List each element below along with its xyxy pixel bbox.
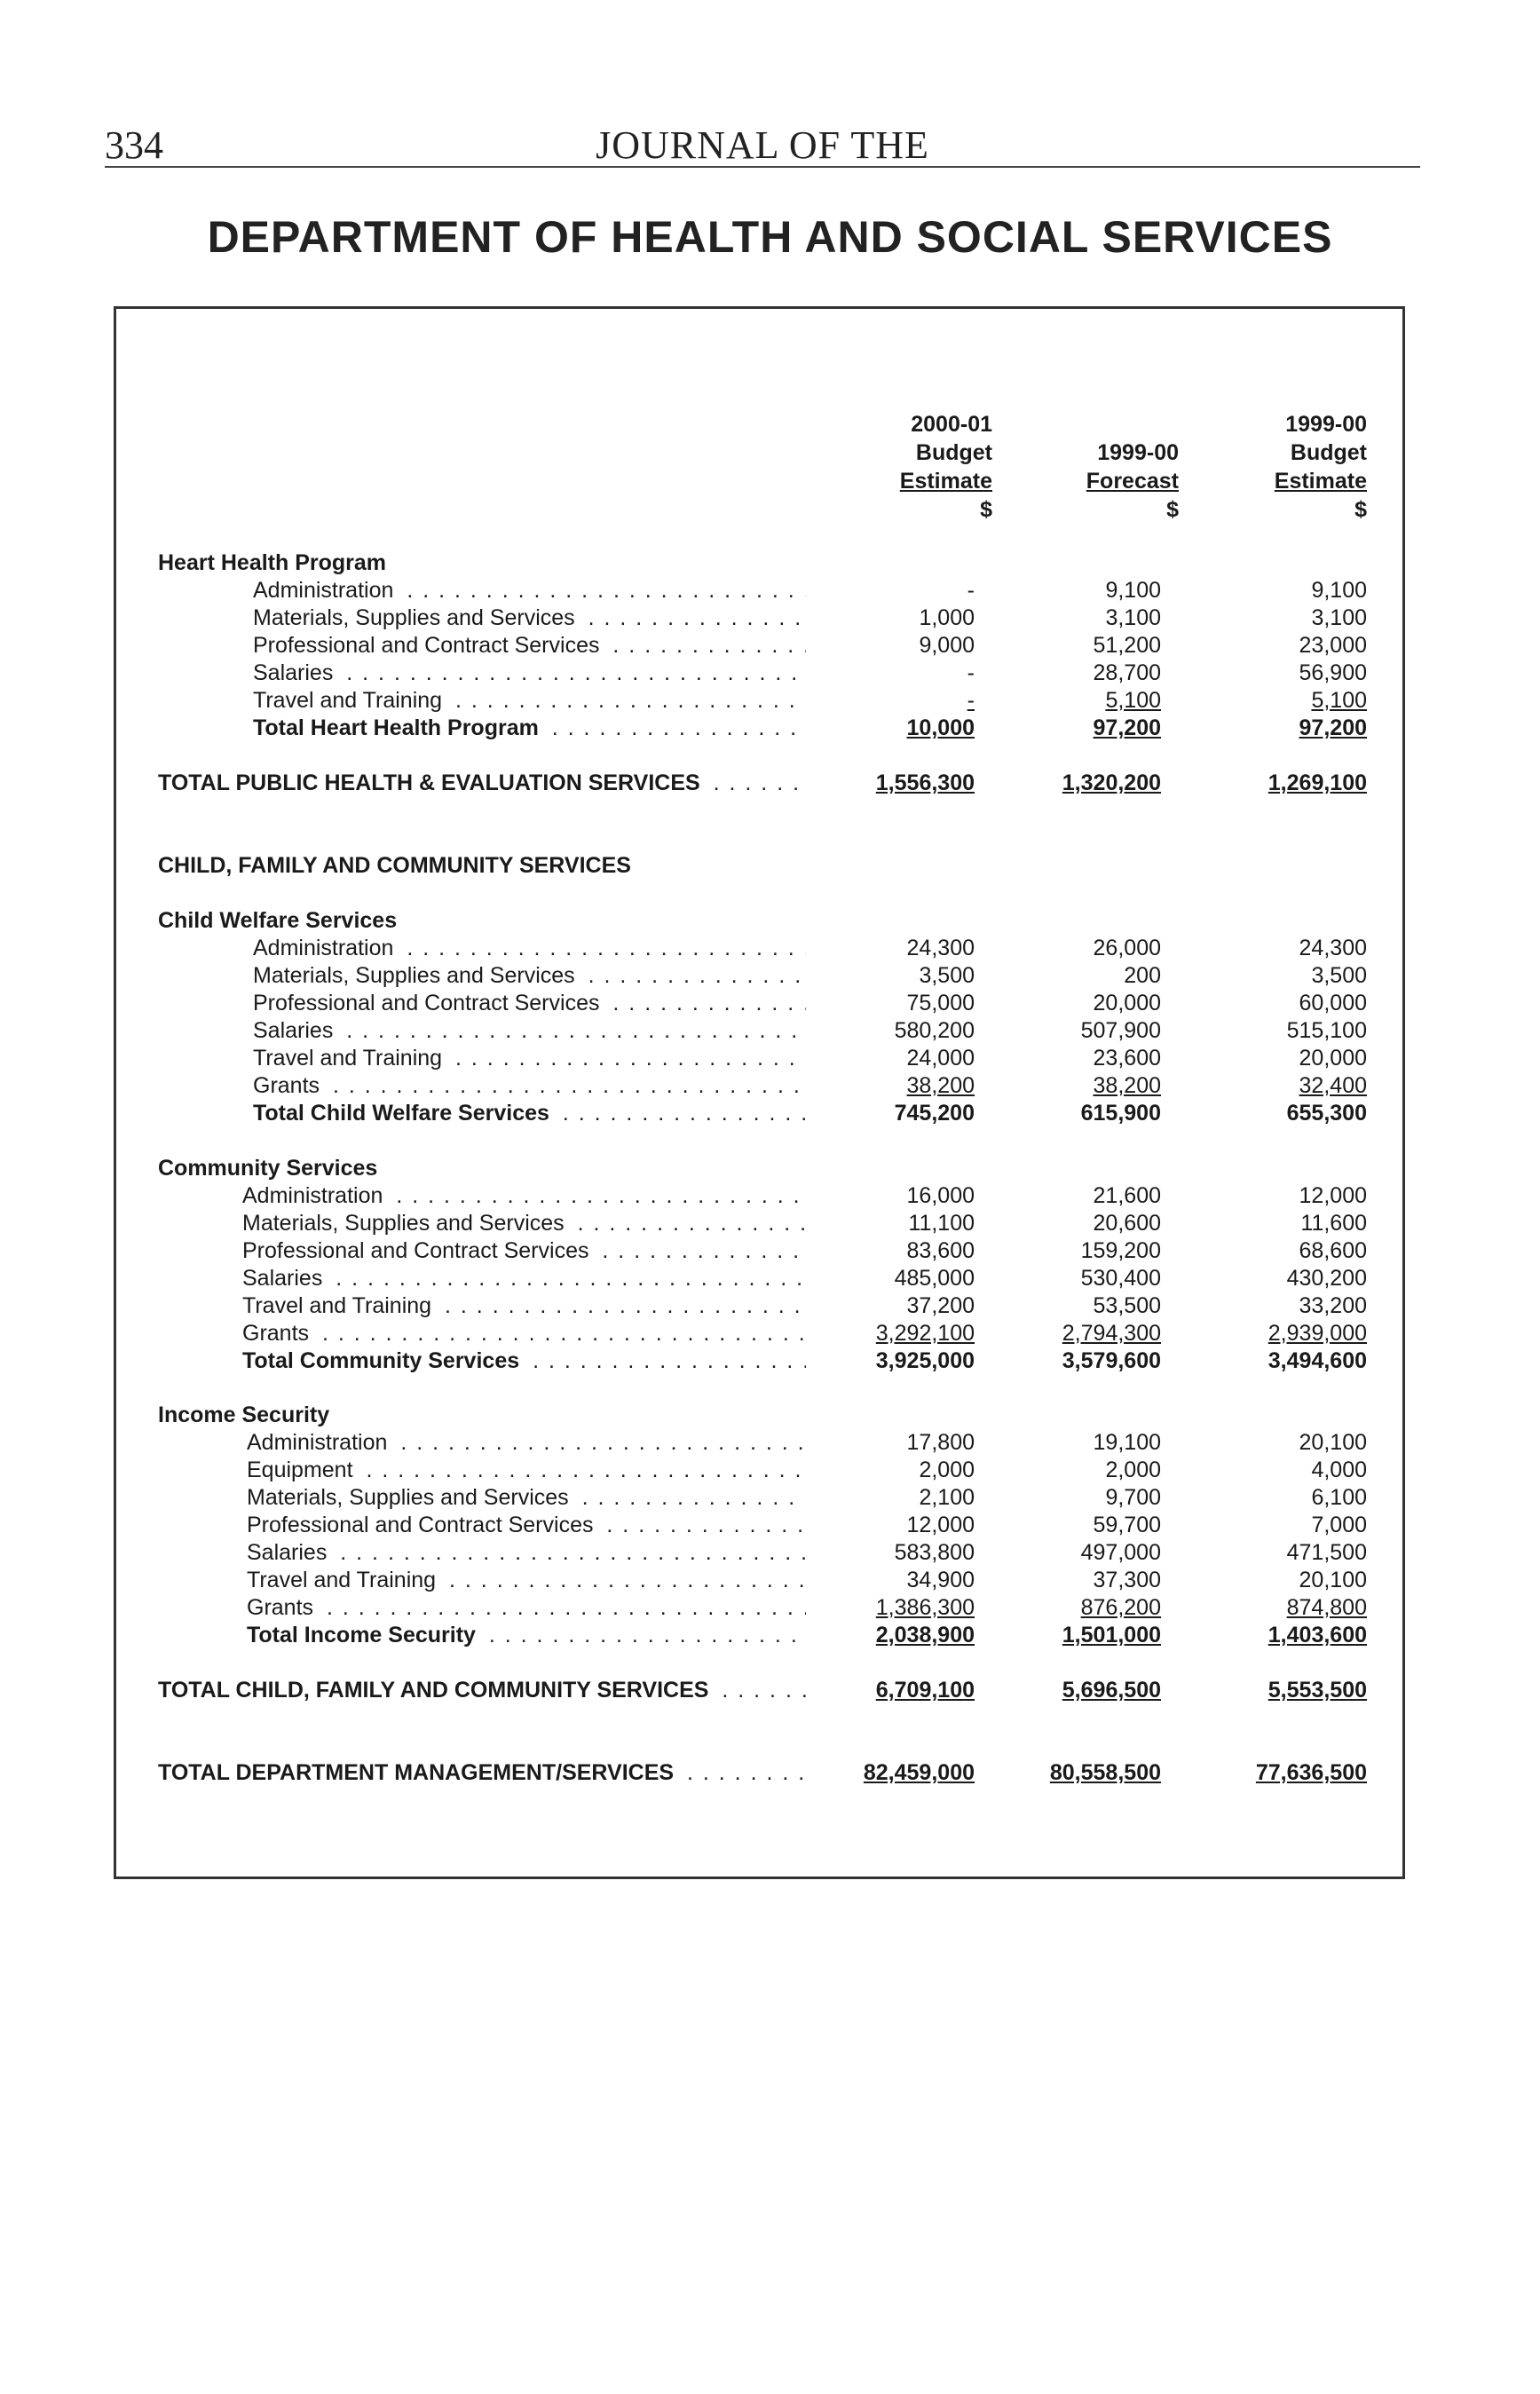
column-header-line: Budget [915, 440, 992, 465]
row-label [242, 1293, 806, 1319]
value-cell: 97,200 [1299, 715, 1367, 740]
row-label-text: Materials, Supplies and Services [247, 1485, 574, 1510]
total-row [158, 1678, 1367, 1705]
value-cell: 11,100 [908, 1211, 975, 1236]
section-heading [158, 550, 1367, 578]
value-cell: 5,553,500 [1268, 1678, 1367, 1703]
section-heading [158, 1402, 1367, 1430]
section-heading [158, 853, 1367, 881]
table-row [158, 1046, 1367, 1073]
row-label [247, 1568, 806, 1593]
value-cell: 3,925,000 [875, 1348, 975, 1373]
column-header-line: Estimate [1274, 469, 1367, 494]
row-label [158, 770, 806, 796]
row-label-text: Income Security [158, 1402, 335, 1427]
table-row [158, 963, 1367, 991]
table-row [158, 1485, 1367, 1513]
value-cell: 4,000 [1311, 1458, 1367, 1482]
row-label-text: Grants [247, 1595, 319, 1620]
row-label [158, 550, 806, 576]
table-row [158, 605, 1367, 633]
row-label-text: Salaries [253, 1018, 338, 1043]
table-row [158, 1513, 1367, 1540]
value-cell: 20,100 [1299, 1568, 1367, 1592]
row-label-text: Salaries [247, 1540, 332, 1565]
row-label [242, 1348, 806, 1374]
value-cell: 32,400 [1299, 1073, 1367, 1098]
row-label [247, 1540, 806, 1566]
value-cell: 20,600 [1093, 1211, 1161, 1236]
value-cell: 497,000 [1080, 1540, 1161, 1565]
value-cell: 5,696,500 [1062, 1678, 1161, 1703]
row-label [253, 605, 806, 631]
row-label-text: Professional and Contract Services [253, 991, 604, 1015]
value-cell: 33,200 [1299, 1293, 1367, 1318]
table-row [158, 1458, 1367, 1485]
value-cell: 82,459,000 [863, 1760, 975, 1785]
table-row [158, 1321, 1367, 1348]
value-cell: 23,000 [1299, 633, 1367, 658]
total-row [158, 1760, 1367, 1788]
table-row [158, 1266, 1367, 1293]
value-cell: 12,000 [1299, 1183, 1367, 1208]
row-label-text: Travel and Training [247, 1568, 441, 1592]
table-row [158, 991, 1367, 1018]
running-head [105, 114, 1420, 167]
table-row [158, 660, 1367, 688]
value-cell: 2,038,900 [875, 1623, 975, 1647]
row-label [158, 1402, 806, 1428]
value-cell: - [967, 660, 975, 685]
row-label-text: Total Income Security [247, 1623, 481, 1647]
value-cell: 3,100 [1311, 605, 1367, 630]
value-cell: 1,501,000 [1062, 1623, 1161, 1647]
value-cell: 515,100 [1286, 1018, 1367, 1043]
row-label [242, 1321, 806, 1347]
value-cell: 1,386,300 [875, 1595, 975, 1620]
value-cell: 2,000 [1105, 1458, 1161, 1482]
row-label [158, 1678, 806, 1703]
row-label-text: Administration [253, 936, 399, 960]
value-cell: 580,200 [894, 1018, 975, 1043]
value-cell: 77,636,500 [1255, 1760, 1367, 1785]
value-cell: 745,200 [894, 1101, 975, 1126]
row-label-text: Community Services [158, 1156, 383, 1181]
value-cell: 24,300 [906, 936, 975, 960]
value-cell: 615,900 [1080, 1101, 1161, 1126]
column-header-currency: $ [1354, 497, 1367, 522]
value-cell: 3,494,600 [1268, 1348, 1367, 1373]
row-label [242, 1211, 806, 1237]
value-cell: 12,000 [906, 1513, 975, 1537]
value-cell: 3,100 [1105, 605, 1161, 630]
row-label-text: Total Community Services [242, 1348, 525, 1373]
row-label [253, 633, 806, 659]
row-label-text: Materials, Supplies and Services [242, 1211, 570, 1236]
page-number: 334 [105, 123, 163, 167]
value-cell: 9,700 [1105, 1485, 1161, 1510]
table-row [158, 688, 1367, 715]
table-row [158, 1238, 1367, 1266]
value-cell: 5,100 [1105, 688, 1161, 713]
row-label-text: Salaries [253, 660, 338, 685]
value-cell: 3,292,100 [875, 1321, 975, 1346]
value-cell: 24,300 [1299, 936, 1367, 960]
value-cell: 17,800 [906, 1430, 975, 1455]
value-cell: 3,500 [919, 963, 975, 988]
row-label [253, 1101, 806, 1126]
value-cell: 23,600 [1093, 1046, 1161, 1071]
row-label-text: Professional and Contract Services [242, 1238, 594, 1263]
value-cell: 59,700 [1093, 1513, 1161, 1537]
table-row [158, 1540, 1367, 1568]
value-cell: 2,100 [919, 1485, 975, 1510]
row-label-text: Materials, Supplies and Services [253, 963, 580, 988]
section-heading [158, 908, 1367, 936]
row-label-text: Grants [242, 1321, 314, 1346]
value-cell: 28,700 [1093, 660, 1161, 685]
value-cell: 20,100 [1299, 1430, 1367, 1455]
value-cell: 51,200 [1093, 633, 1161, 658]
value-cell: - [967, 688, 975, 713]
row-label [253, 1018, 806, 1044]
row-label-text: Equipment [247, 1458, 359, 1482]
row-label [242, 1238, 806, 1264]
column-header-currency: $ [980, 497, 992, 522]
row-label [158, 908, 806, 934]
value-cell: 20,000 [1299, 1046, 1367, 1071]
row-label-text: Heart Health Program [158, 550, 391, 575]
value-cell: 6,100 [1311, 1485, 1367, 1510]
value-cell: 1,556,300 [875, 770, 975, 795]
table-row [158, 1211, 1367, 1238]
row-label-text: TOTAL CHILD, FAMILY AND COMMUNITY SERVICES [158, 1678, 714, 1703]
row-label-text: Travel and Training [242, 1293, 437, 1318]
row-label [253, 1073, 806, 1099]
value-cell: 34,900 [906, 1568, 975, 1592]
total-row [158, 770, 1367, 798]
column-header-line: Budget [1290, 440, 1367, 465]
value-cell: 9,100 [1311, 578, 1367, 603]
value-cell: 75,000 [906, 991, 975, 1015]
value-cell: 3,500 [1311, 963, 1367, 988]
value-cell: 2,000 [919, 1458, 975, 1482]
table-row [158, 578, 1367, 605]
value-cell: 583,800 [894, 1540, 975, 1565]
value-cell: 20,000 [1093, 991, 1161, 1015]
row-label [158, 1156, 806, 1181]
table-row [158, 1018, 1367, 1046]
row-label [247, 1595, 806, 1621]
value-cell: 9,000 [919, 633, 975, 658]
table-row [158, 633, 1367, 660]
row-label-text: Travel and Training [253, 1046, 447, 1071]
row-label-text: Professional and Contract Services [247, 1513, 598, 1537]
value-cell: 9,100 [1105, 578, 1161, 603]
row-label [247, 1485, 806, 1511]
value-cell: 21,600 [1093, 1183, 1161, 1208]
value-cell: - [967, 578, 975, 603]
value-cell: 83,600 [906, 1238, 975, 1263]
row-label [253, 963, 806, 989]
row-label [247, 1623, 806, 1648]
row-label-text: Total Child Welfare Services [253, 1101, 555, 1126]
value-cell: 507,900 [1080, 1018, 1161, 1043]
value-cell: 5,100 [1311, 688, 1367, 713]
row-label [247, 1430, 806, 1456]
row-label [242, 1266, 806, 1292]
value-cell: 2,939,000 [1268, 1321, 1367, 1346]
row-label-text: TOTAL PUBLIC HEALTH & EVALUATION SERVICES [158, 770, 706, 795]
row-label-text: Administration [247, 1430, 392, 1455]
column-header-line: Estimate [899, 469, 992, 494]
total-row [158, 1623, 1367, 1650]
row-label-text: Professional and Contract Services [253, 633, 604, 658]
value-cell: 37,300 [1093, 1568, 1161, 1592]
row-label-text: Grants [253, 1073, 325, 1098]
table-row [158, 1183, 1367, 1211]
row-label-text: Travel and Training [253, 688, 447, 713]
column-header-1999-00-budget-estimate [1189, 410, 1367, 524]
column-header-1999-00-forecast [1001, 439, 1179, 524]
column-header-2000-01-budget-estimate [815, 410, 992, 524]
value-cell: 68,600 [1299, 1238, 1367, 1263]
section-heading [158, 1156, 1367, 1183]
table-row [158, 1430, 1367, 1458]
value-cell: 11,600 [1300, 1211, 1367, 1236]
value-cell: 26,000 [1093, 936, 1161, 960]
value-cell: 876,200 [1080, 1595, 1161, 1620]
value-cell: 38,200 [1093, 1073, 1161, 1098]
row-label [247, 1458, 806, 1483]
value-cell: 1,320,200 [1062, 770, 1161, 795]
value-cell: 6,709,100 [875, 1678, 975, 1703]
table-row [158, 1568, 1367, 1595]
row-label [158, 853, 806, 879]
row-label-text: Child Welfare Services [158, 908, 402, 933]
value-cell: 10,000 [906, 715, 975, 740]
row-label [253, 715, 806, 741]
value-cell: 97,200 [1093, 715, 1161, 740]
column-header-line: Forecast [1086, 469, 1179, 494]
page-title: DEPARTMENT OF HEALTH AND SOCIAL SERVICES [207, 212, 1333, 262]
value-cell: 16,000 [906, 1183, 975, 1208]
row-label-text: Administration [253, 578, 399, 603]
value-cell: 430,200 [1286, 1266, 1367, 1291]
header-rule [105, 166, 1420, 168]
column-header-line: 1999-00 [1285, 412, 1367, 437]
row-label [253, 991, 806, 1016]
row-label-text: Materials, Supplies and Services [253, 605, 580, 630]
value-cell: 655,300 [1286, 1101, 1367, 1126]
journal-title: JOURNAL OF THE [596, 123, 929, 167]
total-row [158, 1101, 1367, 1128]
row-label [158, 1760, 806, 1786]
row-label-text: CHILD, FAMILY AND COMMUNITY SERVICES [158, 853, 636, 878]
value-cell: 1,000 [919, 605, 975, 630]
column-header-currency: $ [1166, 497, 1179, 522]
total-row [158, 1348, 1367, 1376]
value-cell: 485,000 [894, 1266, 975, 1291]
value-cell: 80,558,500 [1049, 1760, 1161, 1785]
column-header-line: 2000-01 [911, 412, 992, 437]
row-label [253, 660, 806, 686]
row-label-text: Salaries [242, 1266, 328, 1291]
value-cell: 874,800 [1286, 1595, 1367, 1620]
value-cell: 1,403,600 [1268, 1623, 1367, 1647]
row-label-text: Total Heart Health Program [253, 715, 544, 740]
value-cell: 37,200 [906, 1293, 975, 1318]
table-row [158, 936, 1367, 963]
row-label-text: TOTAL DEPARTMENT MANAGEMENT/SERVICES [158, 1760, 679, 1785]
row-label [253, 688, 806, 714]
value-cell: 24,000 [906, 1046, 975, 1071]
row-label [247, 1513, 806, 1538]
row-label [253, 936, 806, 961]
value-cell: 159,200 [1080, 1238, 1161, 1263]
row-label [253, 578, 806, 604]
value-cell: 7,000 [1311, 1513, 1367, 1537]
value-cell: 56,900 [1299, 660, 1367, 685]
column-header-line: 1999-00 [1097, 440, 1179, 465]
value-cell: 200 [1124, 963, 1161, 988]
value-cell: 3,579,600 [1062, 1348, 1161, 1373]
total-row [158, 715, 1367, 743]
value-cell: 530,400 [1080, 1266, 1161, 1291]
row-label [253, 1046, 806, 1071]
value-cell: 2,794,300 [1062, 1321, 1161, 1346]
table-row [158, 1293, 1367, 1321]
value-cell: 471,500 [1286, 1540, 1367, 1565]
value-cell: 53,500 [1093, 1293, 1161, 1318]
value-cell: 1,269,100 [1268, 770, 1367, 795]
value-cell: 38,200 [906, 1073, 975, 1098]
table-row [158, 1073, 1367, 1101]
value-cell: 60,000 [1299, 991, 1367, 1015]
table-row [158, 1595, 1367, 1623]
value-cell: 19,100 [1093, 1430, 1161, 1455]
row-label [242, 1183, 806, 1209]
row-label-text: Administration [242, 1183, 388, 1208]
